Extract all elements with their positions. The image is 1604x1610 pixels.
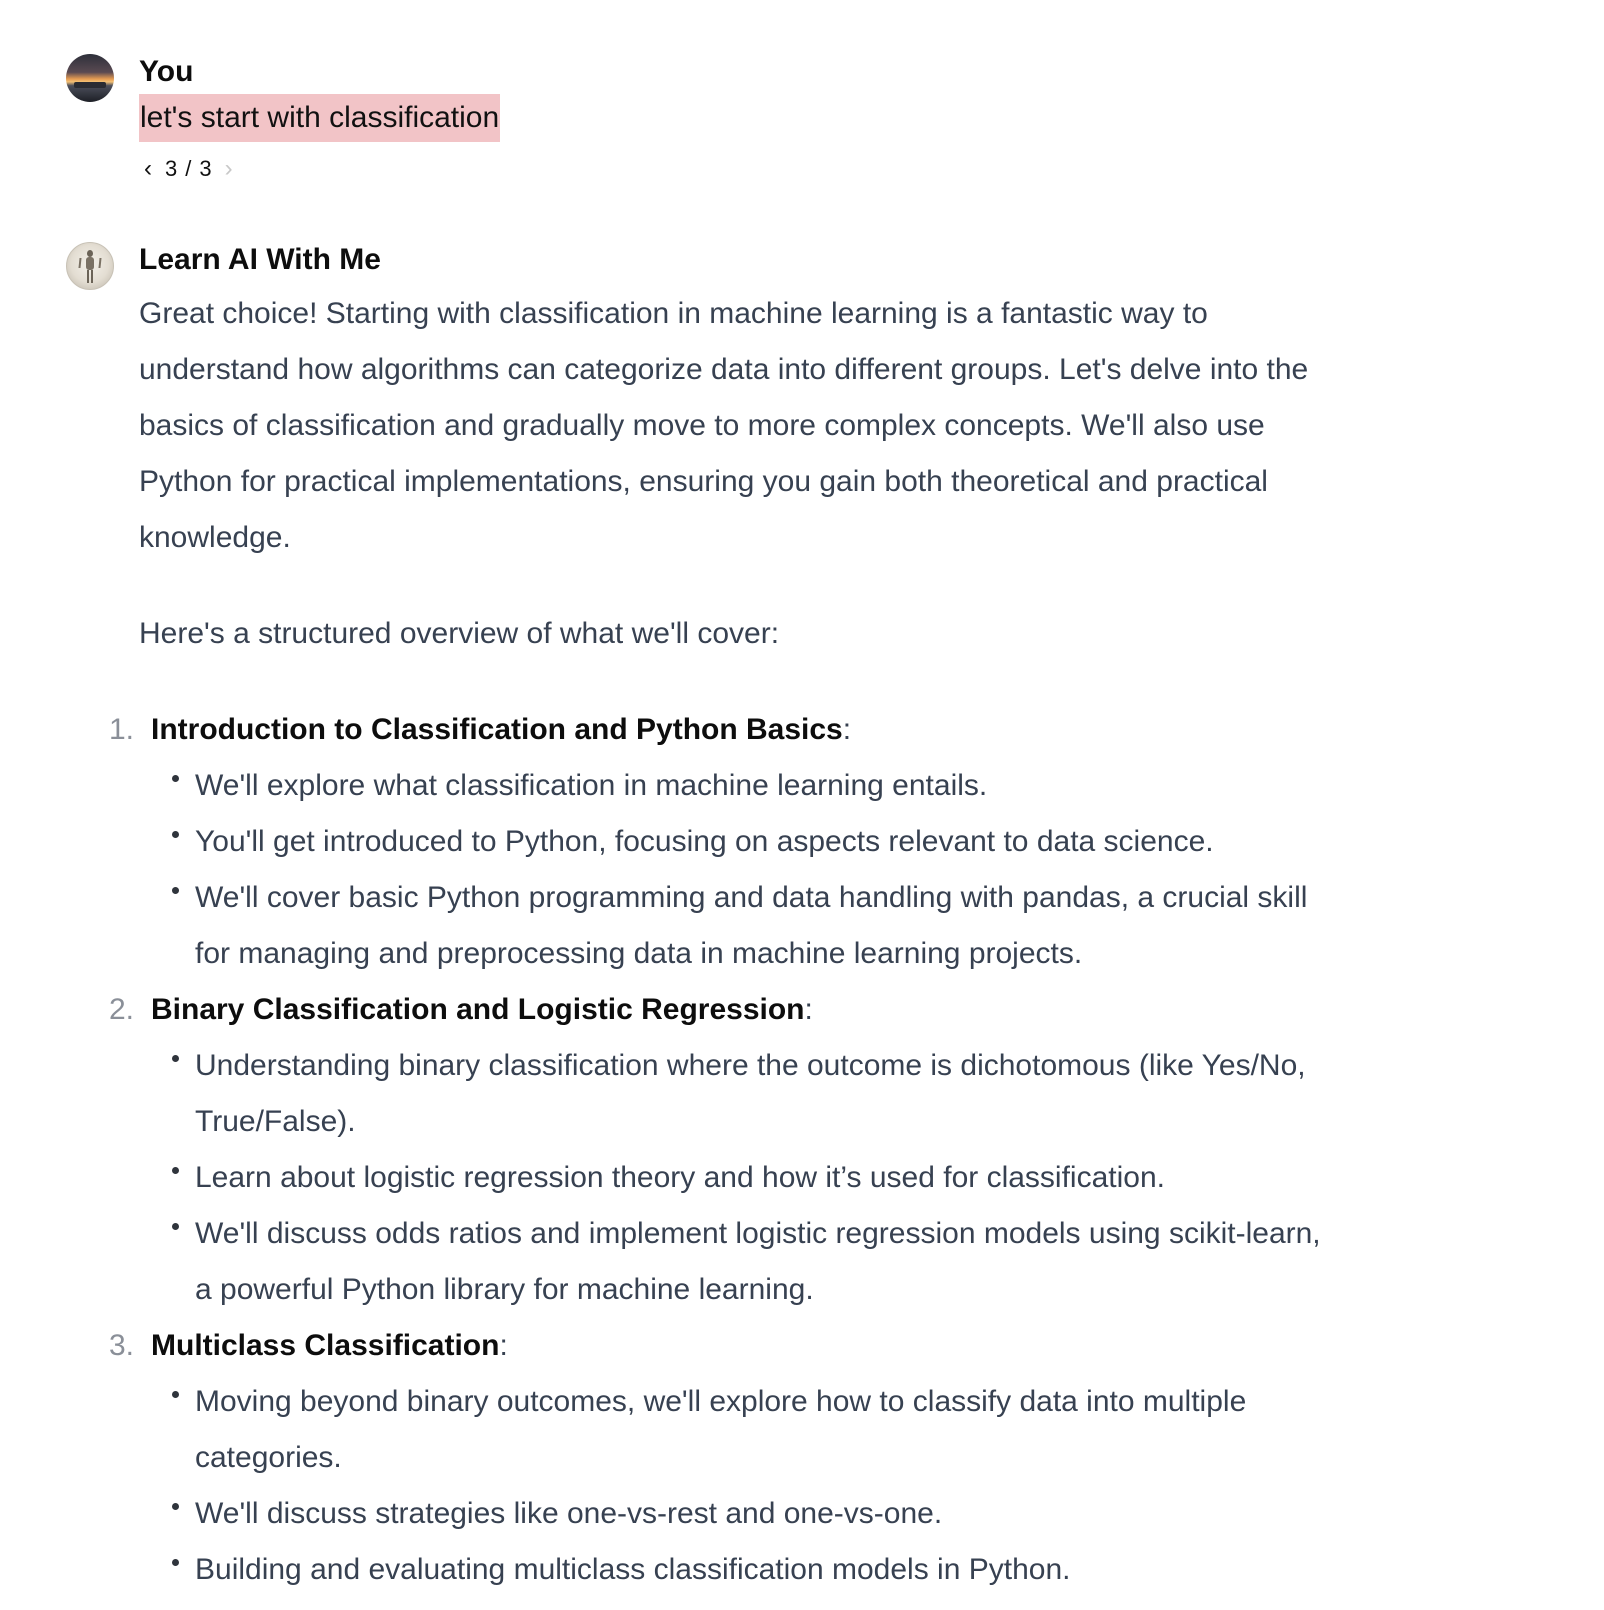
overview-list	[109, 702, 1336, 1598]
user-message-text: let's start with classification	[139, 94, 500, 142]
bullet-item: We'll cover basic Python programming and data handling with pandas, a crucial skill for managing and preprocessing data in machine learning projects.	[195, 870, 1336, 982]
bullet-item: We'll discuss strategies like one-vs-rest and one-vs-one.	[195, 1486, 1336, 1542]
user-message	[66, 52, 1366, 184]
list-item	[109, 982, 1336, 1318]
bullet-list	[151, 758, 1336, 982]
overview-lead: Here's a structured overview of what we'll cover:	[139, 617, 780, 650]
pager-current: 3	[165, 156, 178, 181]
section-colon: :	[842, 713, 852, 746]
list-item	[109, 1318, 1336, 1598]
assistant-message	[66, 240, 1366, 1598]
section-title: Multiclass Classification	[151, 1329, 500, 1362]
bullet-item: Understanding binary classification where the outcome is dichotomous (like Yes/No, True/False).	[195, 1038, 1336, 1150]
intro-paragraph: Great choice! Starting with classification in machine learning is a fantastic way to understand how algorithms can categorize data into different groups. Let's delve into the basics of classification and gradually move to more complex concepts. We'll also use Python for practical implementations, ensuring you gain both theoretical and practical knowledge.	[139, 297, 1309, 554]
chevron-right-icon[interactable]: ›	[224, 155, 233, 182]
chevron-left-icon[interactable]: ‹	[144, 155, 152, 182]
assistant-author-name: Learn AI With Me	[139, 243, 381, 276]
list-number: 2.	[109, 993, 135, 1026]
assistant-message-content	[109, 240, 1366, 1598]
bullet-item: You'll get introduced to Python, focusing on aspects relevant to data science.	[195, 814, 1336, 870]
bullet-item: Building and evaluating multiclass classification models in Python.	[195, 1542, 1336, 1598]
bullet-list	[151, 1374, 1336, 1598]
response-pager	[139, 154, 1366, 184]
section-title: Binary Classification and Logistic Regression	[151, 993, 805, 1026]
bullet-list	[151, 1038, 1336, 1318]
bullet-item: Moving beyond binary outcomes, we'll explore how to classify data into multiple categories.	[195, 1374, 1336, 1486]
assistant-avatar	[66, 242, 114, 290]
bullet-item: We'll discuss odds ratios and implement logistic regression models using scikit-learn, a powerful Python library for machine learning.	[195, 1206, 1336, 1318]
list-item	[109, 702, 1336, 982]
bullet-item: We'll explore what classification in machine learning entails.	[195, 758, 1336, 814]
user-author-name: You	[139, 55, 194, 88]
statue-figure-icon	[84, 250, 96, 282]
section-colon: :	[499, 1329, 508, 1362]
pager-total: 3	[199, 156, 212, 181]
section-colon: :	[804, 993, 813, 1026]
list-number: 1.	[109, 713, 135, 746]
list-number: 3.	[109, 1329, 135, 1362]
pager-separator: /	[185, 156, 192, 181]
user-avatar	[66, 54, 114, 102]
bullet-item: Learn about logistic regression theory and how it’s used for classification.	[195, 1150, 1336, 1206]
section-title: Introduction to Classification and Python Basics	[151, 713, 843, 746]
user-message-content	[139, 52, 1366, 184]
